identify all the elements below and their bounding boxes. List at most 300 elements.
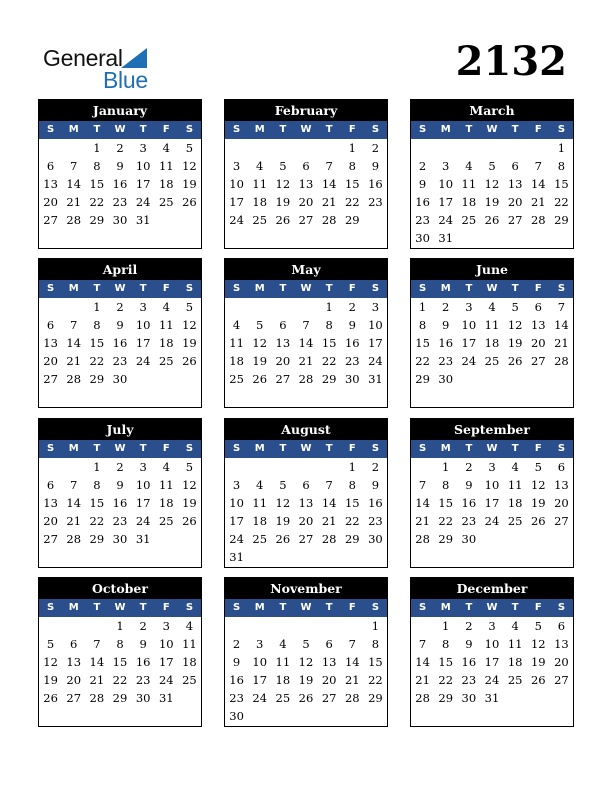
day-cell: 6	[557, 460, 566, 474]
day-cell: 19	[507, 336, 523, 350]
day-cell: 30	[438, 372, 454, 386]
weekday-label: T	[279, 602, 287, 613]
day-cell: 14	[89, 655, 105, 669]
day-cell: 15	[554, 177, 569, 191]
day-cell: 17	[135, 496, 151, 510]
day-cell: 22	[554, 195, 569, 209]
day-cell: 20	[43, 354, 58, 368]
weekday-label: S	[418, 443, 427, 454]
day-cell: 21	[66, 354, 82, 368]
day-cell: 7	[557, 300, 566, 314]
weekday-label: T	[139, 124, 147, 135]
weekday-label: T	[325, 124, 333, 135]
day-cell: 29	[89, 532, 105, 546]
day-cell: 10	[229, 496, 244, 510]
day-cell: 4	[511, 460, 519, 474]
day-cell: 29	[554, 213, 569, 227]
day-cell: 28	[530, 213, 546, 227]
weekday-label: T	[279, 124, 287, 135]
weekday-header	[225, 599, 387, 617]
day-cell: 17	[461, 336, 477, 350]
day-cell: 25	[182, 673, 197, 687]
month-title: September	[411, 419, 573, 440]
day-cell: 11	[275, 655, 291, 669]
day-cell: 23	[229, 691, 244, 705]
day-cell: 9	[139, 637, 147, 651]
day-cell: 19	[530, 496, 546, 510]
weekday-label: W	[114, 124, 126, 135]
day-cell: 11	[229, 336, 244, 350]
day-cell: 25	[484, 354, 500, 368]
day-cell: 31	[484, 691, 500, 705]
day-cell: 30	[344, 372, 360, 386]
day-cell: 15	[89, 336, 105, 350]
empty-day	[341, 617, 364, 635]
empty-day	[62, 617, 85, 635]
day-cell: 4	[465, 159, 473, 173]
day-cell: 13	[66, 655, 82, 669]
day-cell: 8	[348, 159, 356, 173]
day-cell: 6	[302, 478, 310, 492]
day-cell: 26	[298, 691, 314, 705]
weekday-label: T	[139, 283, 147, 294]
day-cell: 11	[158, 478, 174, 492]
day-cell: 20	[507, 195, 523, 209]
day-cell: 22	[438, 514, 454, 528]
day-cell: 19	[43, 673, 58, 687]
day-cell: 24	[135, 354, 151, 368]
day-cell: 2	[139, 619, 147, 633]
day-cell: 25	[158, 514, 174, 528]
weekday-label: F	[534, 602, 542, 613]
day-cell: 29	[368, 691, 383, 705]
day-cell: 14	[66, 336, 82, 350]
month-december	[410, 577, 574, 727]
day-cell: 24	[368, 354, 383, 368]
day-cell: 10	[438, 177, 454, 191]
day-grid	[39, 298, 201, 388]
day-cell: 31	[438, 231, 454, 245]
empty-day	[225, 458, 248, 476]
day-cell: 18	[484, 336, 500, 350]
day-cell: 2	[371, 460, 380, 474]
day-cell: 29	[344, 213, 360, 227]
day-cell: 16	[112, 336, 128, 350]
day-cell: 27	[530, 354, 546, 368]
day-cell: 13	[43, 177, 58, 191]
weekday-label: T	[139, 443, 147, 454]
day-cell: 22	[368, 673, 383, 687]
day-cell: 20	[554, 655, 569, 669]
day-cell: 7	[534, 159, 542, 173]
day-cell: 18	[158, 177, 174, 191]
day-cell: 26	[275, 213, 291, 227]
day-cell: 7	[325, 159, 333, 173]
day-cell: 23	[438, 354, 454, 368]
weekday-label: F	[348, 602, 356, 613]
weekday-label: M	[440, 124, 451, 135]
day-cell: 11	[158, 318, 174, 332]
day-cell: 19	[182, 336, 197, 350]
day-cell: 17	[158, 655, 174, 669]
weekday-label: S	[232, 602, 241, 613]
day-cell: 29	[89, 372, 105, 386]
day-cell: 12	[182, 478, 197, 492]
day-cell: 5	[302, 637, 310, 651]
day-cell: 3	[256, 637, 264, 651]
month-title: August	[225, 419, 387, 440]
day-cell: 5	[279, 159, 287, 173]
day-cell: 26	[275, 532, 291, 546]
day-cell: 28	[66, 532, 82, 546]
day-cell: 22	[438, 673, 454, 687]
weekday-label: S	[185, 283, 194, 294]
day-cell: 5	[534, 460, 542, 474]
day-cell: 23	[112, 354, 128, 368]
brand-logo	[43, 44, 163, 94]
day-cell: 4	[162, 141, 170, 155]
empty-day	[62, 458, 85, 476]
empty-day	[248, 139, 271, 157]
empty-day	[411, 139, 434, 157]
day-cell: 12	[275, 177, 291, 191]
day-grid	[411, 139, 573, 247]
day-cell: 27	[298, 532, 314, 546]
month-january	[38, 99, 202, 249]
weekday-label: T	[325, 283, 333, 294]
day-cell: 15	[438, 655, 454, 669]
day-cell: 17	[484, 655, 500, 669]
weekday-label: F	[162, 602, 170, 613]
day-cell: 25	[275, 691, 291, 705]
day-cell: 23	[112, 514, 128, 528]
empty-day	[225, 298, 248, 316]
calendar-year: 2132	[455, 38, 567, 85]
day-cell: 4	[511, 619, 519, 633]
day-cell: 9	[442, 318, 450, 332]
weekday-label: W	[114, 283, 126, 294]
logo-triangle-icon	[121, 48, 147, 68]
weekday-label: F	[348, 283, 356, 294]
weekday-label: S	[418, 602, 427, 613]
day-cell: 10	[368, 318, 383, 332]
day-cell: 18	[461, 195, 477, 209]
day-cell: 26	[530, 673, 546, 687]
day-cell: 3	[162, 619, 170, 633]
day-cell: 24	[135, 195, 151, 209]
day-cell: 1	[116, 619, 124, 633]
day-cell: 21	[66, 514, 82, 528]
day-cell: 16	[112, 496, 128, 510]
weekday-label: S	[46, 443, 55, 454]
day-cell: 12	[182, 159, 197, 173]
day-cell: 16	[344, 336, 360, 350]
day-cell: 22	[89, 514, 105, 528]
day-cell: 28	[344, 691, 360, 705]
day-cell: 5	[185, 300, 194, 314]
weekday-label: M	[68, 443, 79, 454]
day-cell: 22	[89, 195, 105, 209]
day-cell: 19	[252, 354, 268, 368]
day-cell: 9	[116, 159, 124, 173]
day-cell: 8	[442, 637, 450, 651]
month-november	[224, 577, 388, 727]
day-cell: 26	[43, 691, 58, 705]
day-cell: 26	[530, 514, 546, 528]
day-cell: 2	[442, 300, 450, 314]
month-title: July	[39, 419, 201, 440]
month-title: December	[411, 578, 573, 599]
day-cell: 20	[275, 354, 291, 368]
day-cell: 1	[348, 460, 356, 474]
day-cell: 3	[488, 460, 496, 474]
day-cell: 21	[321, 514, 337, 528]
empty-day	[294, 298, 317, 316]
day-cell: 27	[298, 213, 314, 227]
day-cell: 21	[321, 195, 337, 209]
weekday-label: W	[300, 283, 312, 294]
day-cell: 9	[116, 318, 124, 332]
day-cell: 16	[368, 177, 383, 191]
day-cell: 4	[279, 637, 287, 651]
day-grid	[225, 617, 387, 725]
day-cell: 20	[43, 514, 58, 528]
month-may	[224, 258, 388, 408]
day-cell: 7	[93, 637, 101, 651]
day-cell: 22	[321, 354, 337, 368]
day-cell: 10	[135, 318, 151, 332]
day-cell: 8	[348, 478, 356, 492]
day-cell: 10	[461, 318, 477, 332]
day-cell: 5	[534, 619, 542, 633]
day-cell: 6	[325, 637, 333, 651]
day-cell: 21	[344, 673, 360, 687]
day-cell: 19	[182, 177, 197, 191]
day-cell: 25	[252, 213, 268, 227]
day-cell: 6	[46, 478, 55, 492]
day-cell: 31	[158, 691, 174, 705]
day-cell: 28	[415, 532, 430, 546]
day-cell: 16	[461, 496, 477, 510]
day-cell: 25	[252, 532, 268, 546]
day-cell: 15	[438, 496, 454, 510]
empty-day	[318, 139, 341, 157]
weekday-label: S	[185, 443, 194, 454]
weekday-label: T	[279, 283, 287, 294]
day-cell: 30	[368, 532, 383, 546]
empty-day	[294, 617, 317, 635]
day-cell: 14	[415, 496, 430, 510]
day-cell: 6	[534, 300, 542, 314]
day-cell: 15	[89, 177, 105, 191]
day-cell: 21	[66, 195, 82, 209]
weekday-label: M	[440, 443, 451, 454]
day-cell: 27	[554, 673, 569, 687]
day-cell: 18	[158, 496, 174, 510]
day-cell: 15	[368, 655, 383, 669]
day-cell: 27	[43, 532, 58, 546]
weekday-label: T	[465, 124, 473, 135]
day-cell: 29	[321, 372, 337, 386]
day-cell: 29	[89, 213, 105, 227]
empty-day	[271, 617, 294, 635]
empty-day	[480, 139, 503, 157]
day-grid	[39, 458, 201, 548]
weekday-label: F	[162, 443, 170, 454]
day-cell: 23	[415, 213, 430, 227]
day-cell: 30	[112, 532, 128, 546]
day-cell: 7	[302, 318, 310, 332]
day-cell: 13	[298, 496, 314, 510]
day-cell: 26	[182, 514, 197, 528]
empty-day	[248, 458, 271, 476]
day-cell: 8	[325, 318, 333, 332]
empty-day	[39, 458, 62, 476]
day-cell: 18	[275, 673, 291, 687]
day-cell: 7	[70, 159, 78, 173]
day-cell: 18	[507, 655, 523, 669]
empty-day	[318, 617, 341, 635]
empty-day	[271, 139, 294, 157]
day-cell: 9	[371, 478, 380, 492]
day-cell: 8	[116, 637, 124, 651]
weekday-label: T	[139, 602, 147, 613]
day-cell: 24	[135, 514, 151, 528]
day-cell: 8	[371, 637, 380, 651]
day-cell: 30	[135, 691, 151, 705]
day-cell: 4	[488, 300, 496, 314]
day-grid	[39, 617, 201, 707]
day-cell: 18	[252, 195, 268, 209]
day-cell: 15	[112, 655, 128, 669]
weekday-label: W	[114, 443, 126, 454]
empty-day	[411, 458, 434, 476]
day-cell: 29	[438, 532, 454, 546]
day-cell: 5	[488, 159, 496, 173]
weekday-label: S	[232, 283, 241, 294]
day-cell: 21	[554, 336, 569, 350]
day-cell: 27	[43, 372, 58, 386]
day-cell: 28	[321, 532, 337, 546]
day-cell: 3	[232, 159, 241, 173]
day-cell: 9	[418, 177, 427, 191]
day-cell: 2	[465, 619, 473, 633]
day-cell: 9	[465, 478, 473, 492]
empty-day	[457, 139, 480, 157]
day-cell: 9	[348, 318, 356, 332]
day-cell: 15	[89, 496, 105, 510]
day-cell: 10	[158, 637, 174, 651]
month-title: October	[39, 578, 201, 599]
weekday-header	[225, 121, 387, 139]
month-march	[410, 99, 574, 249]
weekday-label: W	[486, 443, 498, 454]
weekday-label: W	[486, 283, 498, 294]
day-cell: 5	[185, 141, 194, 155]
weekday-header	[39, 280, 201, 298]
day-cell: 20	[530, 336, 546, 350]
day-grid	[411, 458, 573, 548]
brand-name-general: General	[43, 45, 123, 71]
day-cell: 5	[511, 300, 519, 314]
day-cell: 20	[298, 195, 314, 209]
day-cell: 7	[325, 478, 333, 492]
day-cell: 7	[70, 478, 78, 492]
weekday-label: T	[465, 283, 473, 294]
day-cell: 14	[321, 177, 337, 191]
day-cell: 13	[530, 318, 546, 332]
weekday-label: W	[300, 602, 312, 613]
day-cell: 27	[275, 372, 291, 386]
day-cell: 11	[158, 159, 174, 173]
day-cell: 27	[554, 514, 569, 528]
day-cell: 14	[321, 496, 337, 510]
month-title: June	[411, 259, 573, 280]
day-cell: 14	[66, 496, 82, 510]
weekday-label: S	[46, 602, 55, 613]
day-cell: 17	[484, 496, 500, 510]
empty-day	[85, 617, 108, 635]
day-cell: 12	[252, 336, 268, 350]
empty-day	[225, 617, 248, 635]
weekday-label: F	[162, 124, 170, 135]
day-cell: 26	[182, 354, 197, 368]
weekday-label: S	[371, 443, 380, 454]
weekday-header	[39, 121, 201, 139]
day-cell: 20	[43, 195, 58, 209]
day-cell: 1	[442, 460, 450, 474]
day-cell: 15	[321, 336, 337, 350]
day-cell: 19	[298, 673, 314, 687]
day-cell: 19	[484, 195, 500, 209]
day-cell: 25	[507, 514, 523, 528]
day-cell: 14	[530, 177, 546, 191]
day-cell: 8	[418, 318, 427, 332]
weekday-label: W	[300, 124, 312, 135]
day-cell: 23	[461, 673, 477, 687]
month-february	[224, 99, 388, 249]
day-cell: 20	[66, 673, 82, 687]
weekday-label: W	[300, 443, 312, 454]
day-cell: 1	[93, 141, 101, 155]
day-cell: 1	[418, 300, 427, 314]
day-cell: 10	[135, 159, 151, 173]
day-cell: 10	[135, 478, 151, 492]
day-cell: 23	[461, 514, 477, 528]
day-cell: 4	[162, 460, 170, 474]
day-cell: 12	[298, 655, 314, 669]
day-cell: 17	[135, 177, 151, 191]
day-cell: 16	[368, 496, 383, 510]
empty-day	[504, 139, 527, 157]
day-cell: 11	[252, 496, 268, 510]
day-cell: 25	[229, 372, 244, 386]
day-cell: 18	[252, 514, 268, 528]
weekday-header	[225, 440, 387, 458]
day-cell: 18	[158, 336, 174, 350]
day-cell: 23	[112, 195, 128, 209]
weekday-label: M	[254, 443, 265, 454]
weekday-label: T	[511, 283, 519, 294]
day-cell: 9	[116, 478, 124, 492]
day-cell: 24	[484, 673, 500, 687]
day-cell: 1	[348, 141, 356, 155]
empty-day	[39, 139, 62, 157]
day-cell: 6	[70, 637, 78, 651]
empty-day	[248, 298, 271, 316]
day-cell: 6	[302, 159, 310, 173]
day-cell: 7	[70, 318, 78, 332]
